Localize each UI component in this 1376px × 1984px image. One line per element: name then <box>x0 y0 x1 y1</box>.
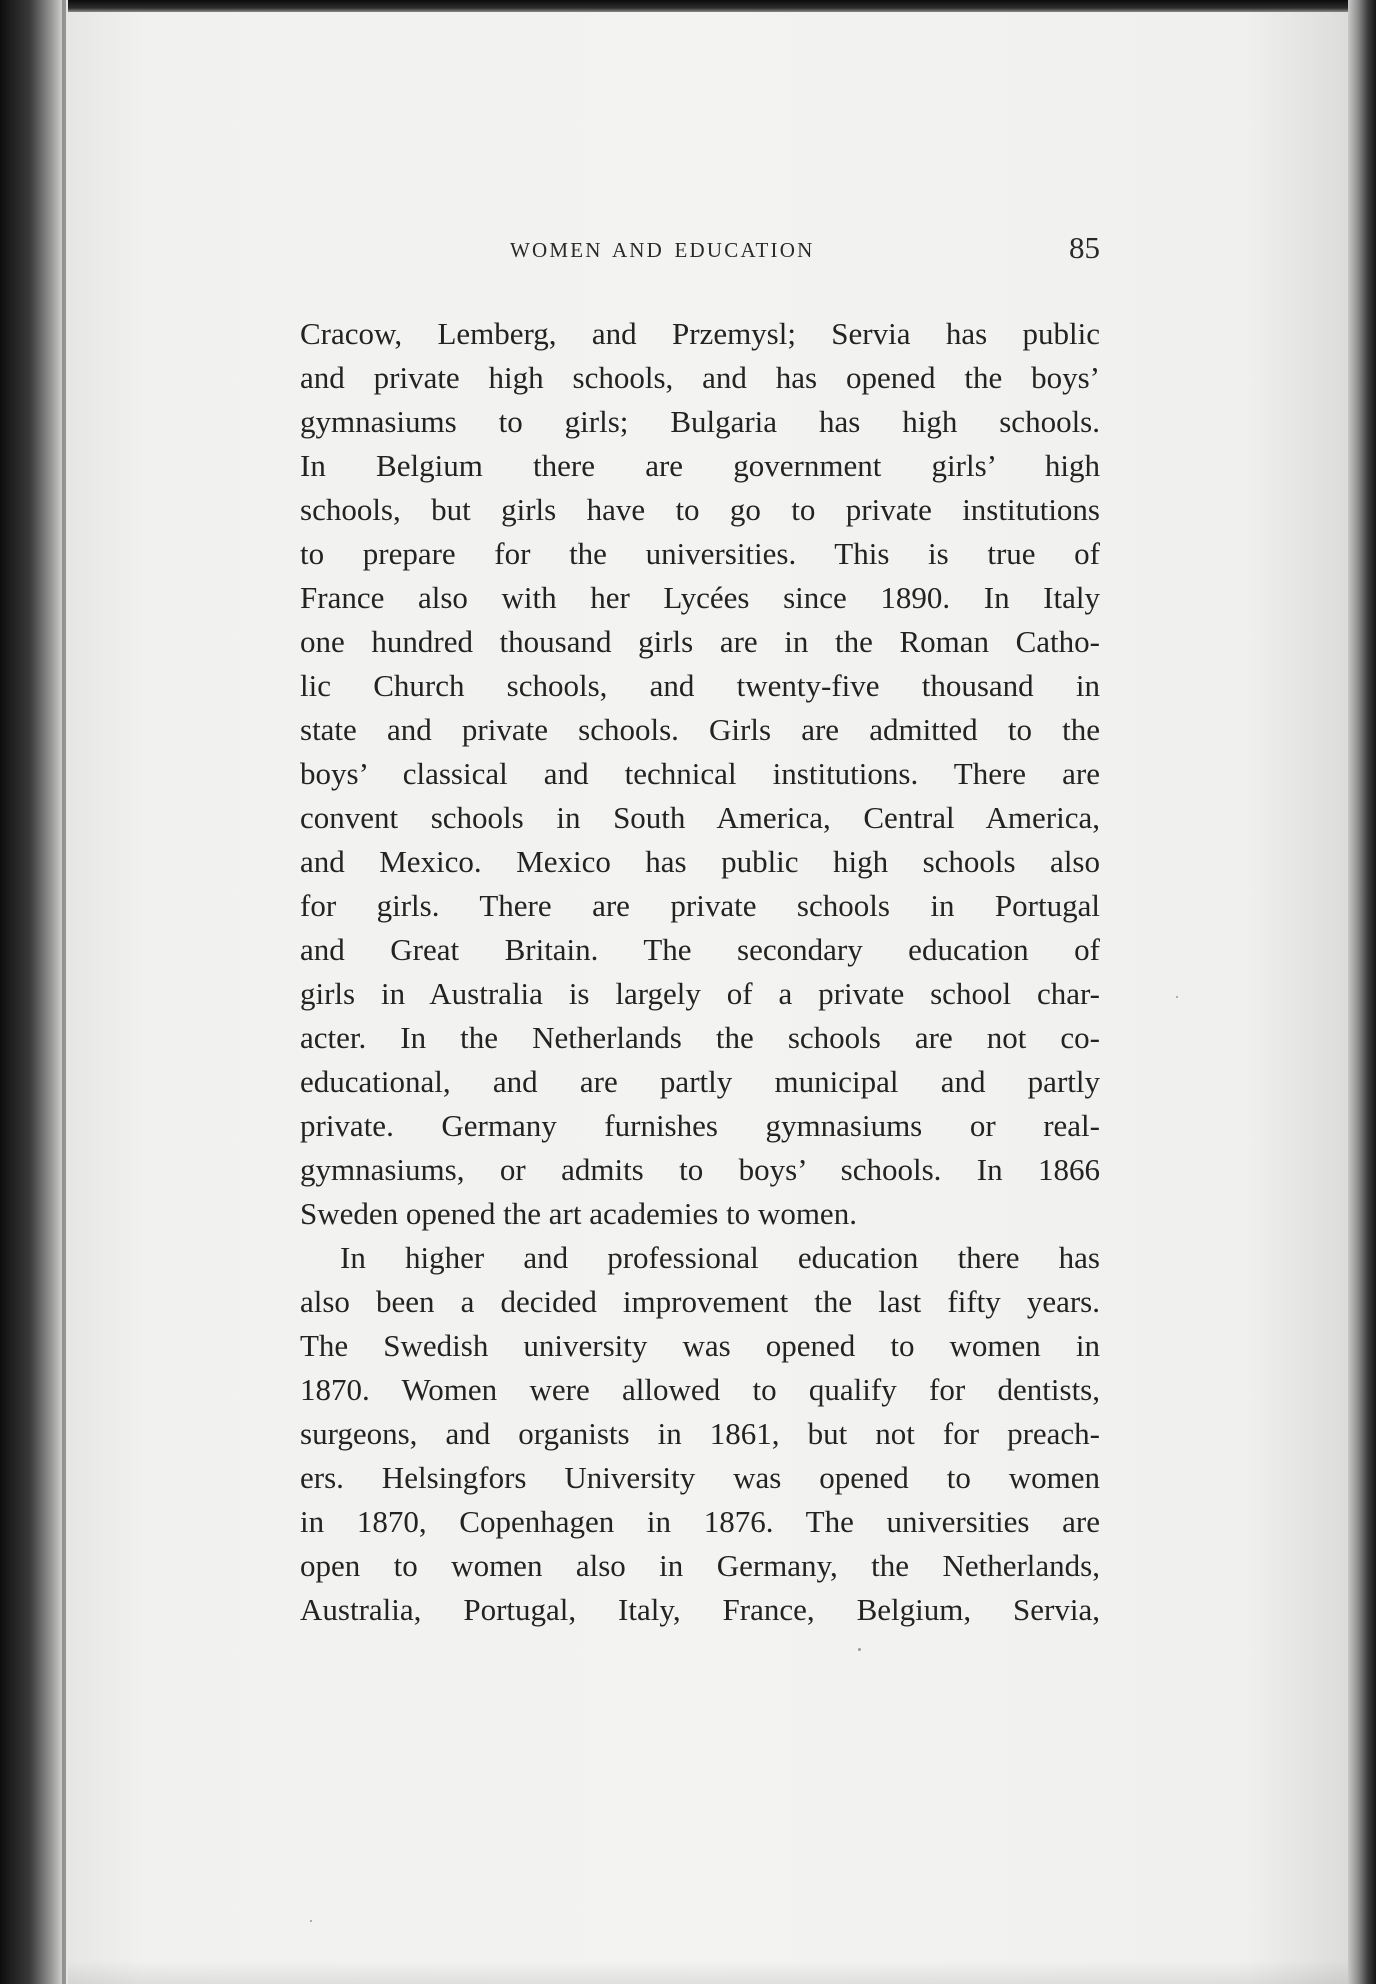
text-line: also been a decided improvement the last fifty years. <box>300 1284 1100 1319</box>
text-line: Cracow, Lemberg, and Przemysl; Servia has public <box>300 316 1100 351</box>
left-gutter-line <box>62 0 66 1984</box>
text-line: Sweden opened the art academies to women. <box>300 1196 857 1231</box>
paragraph-2 <box>300 1236 1100 1632</box>
text-line: gymnasiums to girls; Bulgaria has high schools. <box>300 404 1100 439</box>
text-line: surgeons, and organists in 1861, but not for preach- <box>300 1416 1100 1451</box>
text-line: open to women also in Germany, the Netherlands, <box>300 1548 1100 1583</box>
text-line: and Great Britain. The secondary education of <box>300 932 1100 967</box>
text-line: Australia, Portugal, Italy, France, Belgium, Servia, <box>300 1592 1100 1627</box>
text-line: for girls. There are private schools in Portugal <box>300 888 1100 923</box>
paper-speck <box>1176 996 1178 998</box>
text-line: In higher and professional education there has <box>340 1240 1100 1275</box>
text-line: acter. In the Netherlands the schools are not co- <box>300 1020 1100 1055</box>
text-line: and private high schools, and has opened the boys’ <box>300 360 1100 395</box>
text-line: to prepare for the universities. This is true of <box>300 536 1100 571</box>
left-book-edge <box>0 0 68 1984</box>
text-line: girls in Australia is largely of a private school char- <box>300 976 1100 1011</box>
text-line: schools, but girls have to go to private institutions <box>300 492 1100 527</box>
text-line: The Swedish university was opened to women in <box>300 1328 1100 1363</box>
text-line: gymnasiums, or admits to boys’ schools. In 1866 <box>300 1152 1100 1187</box>
body-text <box>300 312 1100 1632</box>
paragraph-1 <box>300 312 1100 1236</box>
page-number: 85 <box>1069 230 1100 265</box>
text-line: boys’ classical and technical institutions. There are <box>300 756 1100 791</box>
text-line: lic Church schools, and twenty-five thousand in <box>300 668 1100 703</box>
text-line: one hundred thousand girls are in the Roman Catho- <box>300 624 1100 659</box>
text-line: 1870. Women were allowed to qualify for dentists, <box>300 1372 1100 1407</box>
paper-speck <box>858 1648 861 1651</box>
text-line: in 1870, Copenhagen in 1876. The universities are <box>300 1504 1100 1539</box>
page-header <box>300 232 1100 272</box>
top-binding-edge <box>0 0 1376 12</box>
text-line: and Mexico. Mexico has public high schools also <box>300 844 1100 879</box>
paper-speck <box>310 1920 312 1922</box>
text-line: educational, and are partly municipal and partly <box>300 1064 1100 1099</box>
text-line: state and private schools. Girls are admitted to the <box>300 712 1100 747</box>
running-head: WOMEN AND EDUCATION <box>510 238 815 262</box>
text-line: private. Germany furnishes gymnasiums or real- <box>300 1108 1100 1143</box>
text-line: France also with her Lycées since 1890. In Italy <box>300 580 1100 615</box>
right-book-edge <box>1348 0 1376 1984</box>
text-line: convent schools in South America, Central America, <box>300 800 1100 835</box>
text-line: In Belgium there are government girls’ high <box>300 448 1100 483</box>
text-line: ers. Helsingfors University was opened to women <box>300 1460 1100 1495</box>
bottom-shadow <box>68 1960 1348 1984</box>
